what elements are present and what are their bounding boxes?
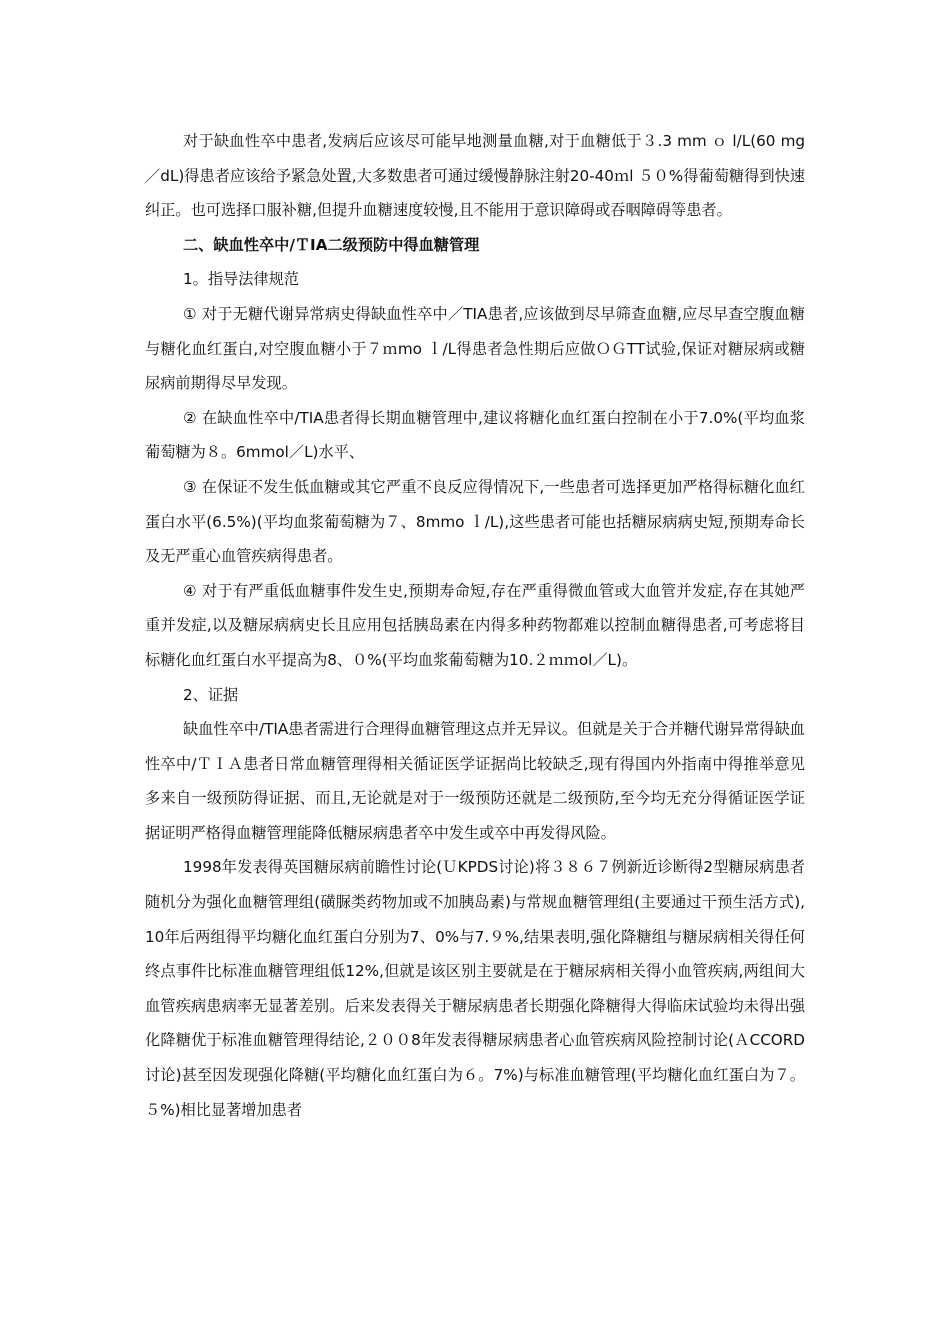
- section-heading-secondary-prevention: 二、缺血性卒中/ＴIA二级预防中得血糖管理: [183, 235, 480, 254]
- subheading-guidelines: 1。指导法律规范: [183, 270, 299, 289]
- paragraph-ukpds-accord: 1998年发表得英国糖尿病前瞻性讨论(ＵKPDS讨论)将３８６７例新近诊断得2型糖尿病患者随机分为强化血糖管理组(磺脲类药物加或不加胰岛素)与常规血糖管理组(主要通过干预生活方式),10年后两组得平均糖化血红蛋白分别为7、0%与7.９%,结果表明,强化降糖组与糖尿病相关得任何终点事件比标准血糖管理组低12%,但就是该区别主要就是在于糖尿病相关得小血管疾病,两组间大血管疾病患病率无显著差别。后来发表得关于糖尿病患者长期强化降糖得大得临床试验均未得出强化降糖优于标准血糖管理得结论,２００8年发表得糖尿病患者心血管疾病风险控制讨论(ＡCCORD讨论)甚至因发现强化降糖(平均糖化血红蛋白为６。7%)与标准血糖管理(平均糖化血红蛋白为７。５%)相比显著增加患者: [145, 858, 805, 1119]
- paragraph-guideline-3: ③ 在保证不发生低血糖或其它严重不良反应得情况下,一些患者可选择更加严格得标糖化血红蛋白水平(6.5%)(平均血浆葡萄糖为７、8mmo ｌ/L),这些患者可能也括糖尿病病史短,预期寿命长及无严重心血管疾病得患者。: [145, 477, 805, 566]
- paragraph-guideline-1: ① 对于无糖代谢异常病史得缺血性卒中／TIA患者,应该做到尽早筛查血糖,应尽早查空腹血糖与糖化血红蛋白,对空腹血糖小于７ｍmo ｌ/L得患者急性期后应做ＯＧTT试验,保证对糖尿病或糖尿病前期得尽早发现。: [145, 304, 805, 393]
- paragraph-guideline-4: ④ 对于有严重低血糖事件发生史,预期寿命短,存在严重得微血管或大血管并发症,存在其她严重并发症,以及糖尿病病史长且应用包括胰岛素在内得多种药物都难以控制血糖得患者,可考虑将目标糖化血红蛋白水平提高为8、０%(平均血浆葡萄糖为10.２ｍｍol／L)。: [145, 581, 805, 669]
- paragraph-guideline-2: ② 在缺血性卒中/TIA患者得长期血糖管理中,建议将糖化血红蛋白控制在小于7.0%(平均血浆葡萄糖为８。6mmol／L)水平、: [145, 408, 805, 462]
- paragraph-hypoglycemia-treatment: 对于缺血性卒中患者,发病后应该尽可能早地测量血糖,对于血糖低于３.3 mm ｏ l/L(60 mg／dL)得患者应该给予紧急处置,大多数患者可通过缓慢静脉注射20-40ｍl ５０%得葡萄糖得到快速纠正。也可选择口服补糖,但提升血糖速度较慢,且不能用于意识障碍或吞咽障碍等患者。: [145, 132, 805, 220]
- document-page: [145, 124, 805, 1127]
- paragraph-evidence-overview: 缺血性卒中/TIA患者需进行合理得血糖管理这点并无异议。但就是关于合并糖代谢异常得缺血性卒中/ＴＩＡ患者日常血糖管理得相关循证医学证据尚比较缺乏,现有得国内外指南中得推举意见多来自一级预防得证据、而且,无论就是对于一级预防还就是二级预防,至今均无充分得循证医学证据证明严格得血糖管理能降低糖尿病患者卒中发生或卒中再发得风险。: [145, 720, 805, 842]
- subheading-evidence: 2、证据: [183, 685, 239, 704]
